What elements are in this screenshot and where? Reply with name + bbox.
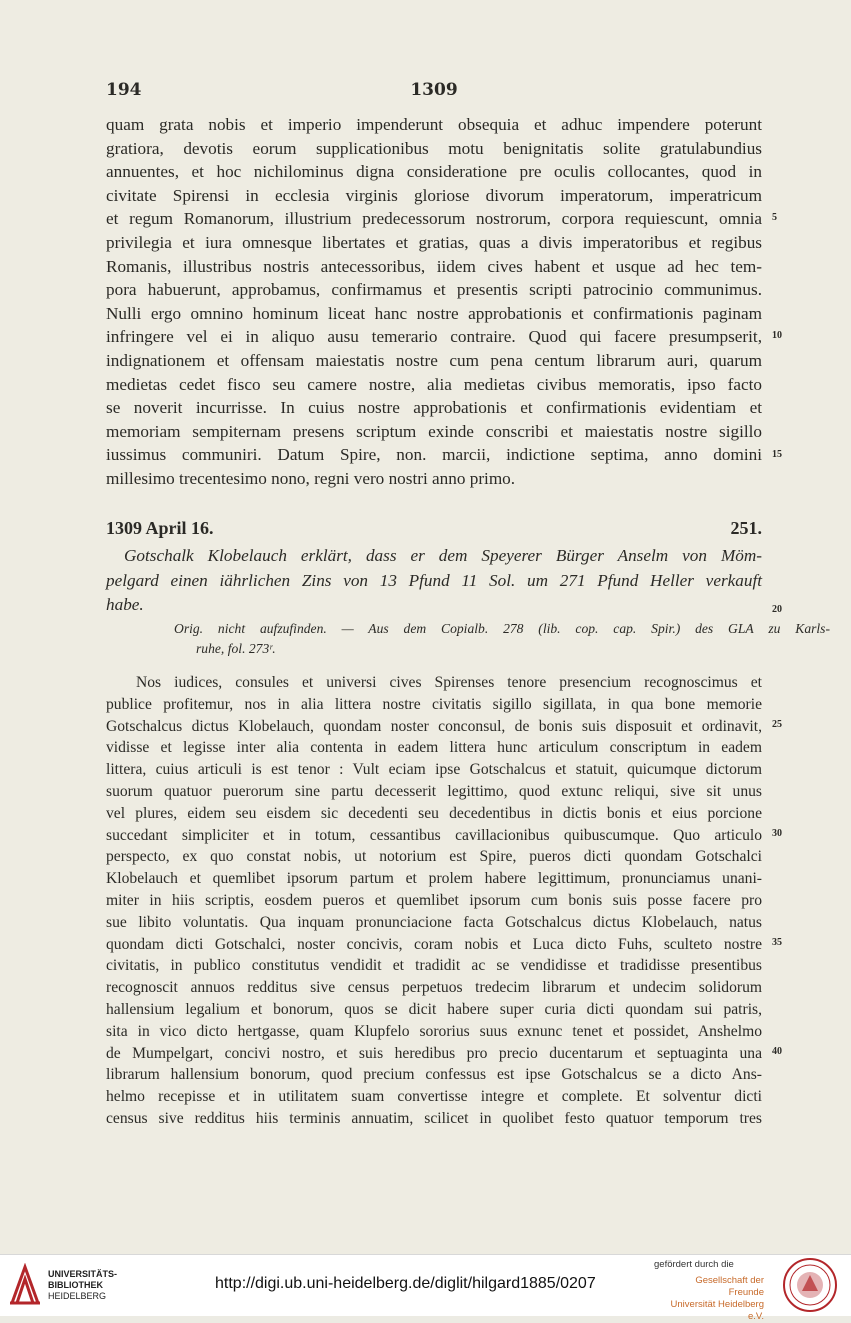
- line-number: 15: [772, 449, 782, 460]
- text-line: succedant simpliciter et in totum, cessantibus cavillacionibus quibuscumque. Quo articulo: [106, 826, 762, 844]
- text-line: indignationem et offensam maiestatis nostre cum pena centum librarum auri, quarum: [106, 351, 762, 370]
- text-line: civitatis, in publico constitutus vendidit et tradidit ac se vendidisse et tradidisse presentibus: [106, 957, 762, 975]
- line-number: 30: [772, 828, 782, 839]
- text-line: Klobelauch et quemlibet ipsorum partum et prolem habere legittimum, pronunciamus unani-: [106, 870, 762, 888]
- text-line: quondam dicti Gotschalci, noster concivis, coram nobis et Luca dicto Fuhs, sculteto nostre: [106, 935, 762, 953]
- text-line: gratiora, devotis eorum supplicationibus motu benignitatis solite gratulabundius: [106, 138, 762, 158]
- text-line: annuentes, et hoc nichilominus digna consideratione pre oculis collocantes, quod in: [106, 162, 762, 182]
- sponsor-line-2: Universität Heidelberg e.V.: [670, 1299, 764, 1322]
- text-line: de Mumpelgart, concivi nostro, et suis heredibus pro precio ducentarum et septuaginta una: [106, 1044, 762, 1062]
- permalink-url[interactable]: http://digi.ub.uni-heidelberg.de/diglit/hilgard1885/0207: [215, 1275, 596, 1292]
- text-line: millesimo trecentesimo nono, regni vero nostri anno primo.: [106, 469, 516, 488]
- line-number: 5: [772, 212, 777, 223]
- text-line: census sive redditus hiis terminis annuatim, scilicet in quolibet festo quatuor temporum tres: [106, 1110, 762, 1127]
- text-line: sita in vico dicto hertgasse, quam Klupfelo sororius suus exnunc tenet et possidet, Anshelmo: [106, 1022, 762, 1040]
- text-line: littera, cuius articuli is est tenor : Vult eciam ipse Gotschalcus et statuit, quicumque dictorum: [106, 761, 762, 779]
- library-line-2: BIBLIOTHEK: [48, 1280, 103, 1290]
- entry-number: 251.: [730, 518, 762, 538]
- library-name: [48, 1269, 117, 1302]
- page-number: 194: [106, 80, 142, 100]
- text-line: helmo recepisse et in utilitatem suam convertisse integre et complete. Et solventur dicti: [106, 1088, 762, 1106]
- text-line: suorum quatuor puerorum sine partu decesserit legittimo, quod extunc reliqui, sive sit unus: [106, 783, 762, 800]
- line-number: 25: [772, 719, 782, 730]
- text-line: sue libito voluntatis. Qua inquam pronunciacione facta Gotschalcus dictus Klobelauch, natus: [106, 913, 762, 931]
- library-line-1: UNIVERSITÄTS-: [48, 1269, 118, 1279]
- text-line: habe.: [106, 595, 144, 614]
- line-number: 35: [772, 937, 782, 948]
- text-line: Gotschalcus dictus Klobelauch, quondam noster conconsul, de bonis suis disposuit et ordinavit,: [106, 717, 762, 735]
- university-library-logo-icon[interactable]: [8, 1263, 42, 1307]
- text-line: ruhe, fol. 273ʳ.: [196, 641, 276, 656]
- text-line: privilegia et iura omnesque libertates et gratias, quas a divis imperatoribus et regibus: [106, 233, 762, 252]
- library-line-3: HEIDELBERG: [48, 1291, 107, 1301]
- sponsor-label: gefördert durch die: [654, 1259, 734, 1270]
- text-line: Orig. nicht aufzufinden. — Aus dem Copialb. 278 (lib. cop. cap. Spir.) des GLA zu Karls-: [174, 621, 830, 636]
- text-line: vel plures, eidem seu eisdem sic decedenti seu decedentibus in dictis bonis et eius porcione: [106, 804, 762, 822]
- text-line: infringere vel ei in aliquo ausu temerario contraire. Quod qui facere presumpserit,: [106, 327, 762, 347]
- text-line: pora habuerunt, approbamus, confirmamus et presentis scripti patrocinio communimus.: [106, 280, 762, 300]
- text-line: publice profitemur, nos in alia littera nostre civitatis sigillo sigillata, in qua bone memorie: [106, 695, 762, 713]
- text-line: perspecto, ex quo constat nobis, ut notorium est Spire, pueros dicti quondam Gotschalci: [106, 848, 762, 866]
- entry-heading: [106, 518, 762, 542]
- text-line: memoriam sempiternam presens scriptum exinde conscribi et maiestatis nostre sigillo: [106, 421, 762, 441]
- text-line: et regum Romanorum, illustrium predecessorum nostrorum, corpora requiescunt, omnia: [106, 209, 762, 229]
- line-number: 40: [772, 1046, 782, 1057]
- page-header: [106, 80, 762, 104]
- text-line: miter in hiis scriptis, eosdem pueros et quemlibet ipsorum cum bonis suis posse facere pro: [106, 892, 762, 909]
- text-line: vidisse et legisse inter alia contenta in eadem littera hunc articulum conscriptum in eadem: [106, 739, 762, 757]
- text-line: Nulli ergo omnino hominum liceat hanc nostre approbationis et confirmationis paginam: [106, 303, 762, 323]
- text-line: Nos iudices, consules et universi cives Spirenses tenore presencium recognoscimus et: [136, 674, 762, 691]
- university-seal-icon[interactable]: [782, 1257, 838, 1313]
- document-number: 1309: [410, 80, 458, 100]
- viewer-footer: [0, 1254, 851, 1322]
- text-line: Romanis, illustribus nostris antecessoribus, iidem cives habent et usque ad hec tem-: [106, 256, 762, 276]
- entry-date: 1309 April 16.: [106, 518, 214, 538]
- text-line: medietas cedet fisco seu camere nostre, alia medietas civibus memoratis, ipso facto: [106, 374, 762, 394]
- text-line: civitate Spirensi in ecclesia virginis gloriose divorum imperatorum, imperatricum: [106, 185, 762, 205]
- text-line: iussimus communiri. Datum Spire, non. marcii, indictione septima, anno domini: [106, 445, 762, 465]
- sponsor-line-1: Gesellschaft der Freunde: [695, 1275, 764, 1298]
- text-line: pelgard einen iährlichen Zins von 13 Pfund 11 Sol. um 271 Pfund Heller verkauft: [106, 570, 762, 590]
- text-line: hallensium legalium et bonorum, quos se dicit habere super curia dicti quondam sui patris,: [106, 1001, 762, 1018]
- text-line: recognoscit annuos redditus sive census perpetuos tredecim librarum et undecim solidorum: [106, 979, 762, 997]
- line-number: 10: [772, 330, 782, 341]
- line-number: 20: [772, 604, 782, 615]
- text-line: librarum hallensium bonorum, quod precium confessus est ipse Gotschalcus se a dicto Ans-: [106, 1066, 762, 1084]
- text-line: quam grata nobis et imperio impenderunt obsequia et adhuc impendere poterunt: [106, 115, 762, 134]
- sponsor-name[interactable]: [660, 1275, 764, 1323]
- text-line: se noverit incurrisse. In cuius nostre approbationis et confirmationis evidentiam et: [106, 398, 762, 418]
- text-line: Gotschalk Klobelauch erklärt, dass er dem Speyerer Bürger Anselm von Möm-: [124, 546, 762, 565]
